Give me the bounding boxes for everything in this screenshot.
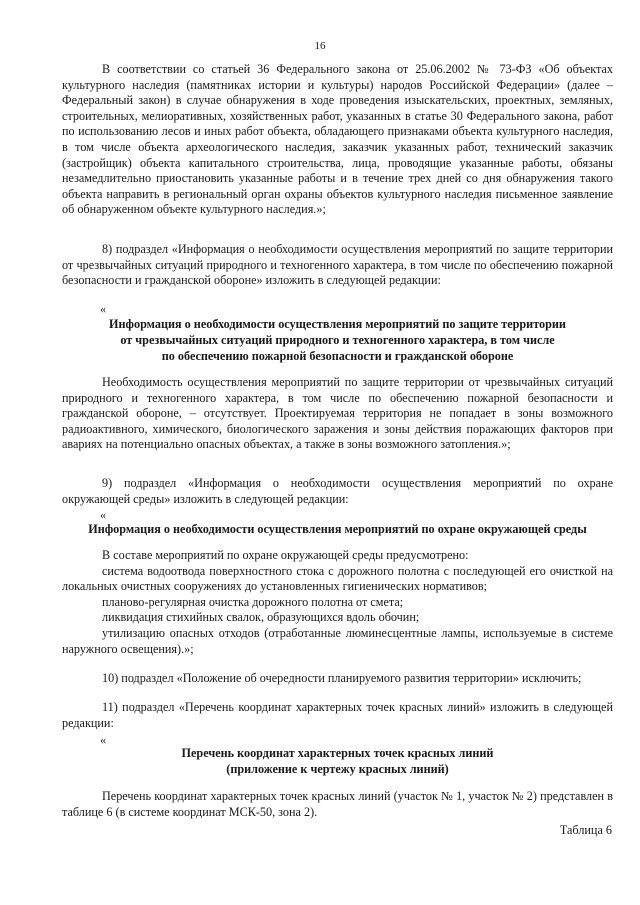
opening-quote: « <box>100 733 107 747</box>
paragraph-cultural-heritage: В соответствии со статьей 36 Федерального закона от 25.06.2002 № 73-ФЗ «Об объектах культурного наследия (памятниках истории и культуры) народов Российской Федерации» (далее – Федеральный закон) в случае обнаружения в ходе проведения изыскательских, проектных, земляных, строительных, мелиоративных, хозяйственных работ, указанных в статье 30 Федерального закона, работ по использованию лесов и иных работ объекта, обладающего признаками объекта культурного наследия, в том числе объекта археологического наследия, заказчик указанных работ, технический заказчик (застройщик) объекта капитального строительства, лица, проводящие указанные работы, обязаны незамедлительно приостановить указанные работы и в течение трех дней со дня обнаружения такого объекта направить в региональный орган охраны объектов культурного наследия письменное заявление об обнаруженном объекте культурного наследия.»; <box>62 62 613 217</box>
heading-line: Перечень координат характерных точек красных линий <box>181 746 494 760</box>
paragraph-item-9: 9) подраздел «Информация о необходимости осуществления мероприятий по охране окружающей среды» изложить в следующей редакции: <box>62 476 613 506</box>
heading-line: от чрезвычайных ситуаций природного и техногенного характера, в том числе <box>120 332 555 347</box>
list-item: утилизацию опасных отходов (отработанные люминесцентные лампы, используемые в системе наружного освещения).»; <box>62 625 613 656</box>
paragraph-item-11: 11) подраздел «Перечень координат характерных точек красных линий» изложить в следующей редакции: <box>62 700 613 730</box>
paragraph-coordinates: Перечень координат характерных точек красных линий (участок № 1, участок № 2) представлен в таблице 6 (в системе координат МСК-50, зона 2). <box>62 789 613 819</box>
heading-line: Информация о необходимости осуществления мероприятий по защите территории <box>109 317 566 331</box>
table-caption: Таблица 6 <box>559 823 612 837</box>
list-item: В составе мероприятий по охране окружающей среды предусмотрено: <box>102 548 469 562</box>
opening-quote: « <box>100 302 107 316</box>
paragraph-item-8: 8) подраздел «Информация о необходимости осуществления мероприятий по защите территории от чрезвычайных ситуаций природного и техногенного характера, в том числе по обеспечению пожарной безопасности и гражданской обороне» изложить в следующей редакции: <box>62 242 613 288</box>
list-item: планово-регулярная очистка дорожного полотна от смета; <box>102 594 404 609</box>
heading-emergency-protection <box>62 317 613 364</box>
paragraph-item-10: 10) подраздел «Положение об очередности планируемого развития территории» исключить; <box>102 671 582 685</box>
list-item: ликвидация стихийных свалок, образующихся вдоль обочин; <box>102 610 420 625</box>
heading-red-lines <box>62 746 613 778</box>
paragraph-emergency-text: Необходимость осуществления мероприятий по защите территории от чрезвычайных ситуаций природного и техногенного характера, в том числе по обеспечению пожарной безопасности и гражданской обороне, – отсутствует. Проектируемая территория не попадает в зоны возможного радиоактивного, химического, биологического заражения и зоны действия поражающих факторов при авариях на потенциально опасных объектах, а также в зоны возможного затопления.»; <box>62 375 613 452</box>
opening-quote: « <box>100 508 107 522</box>
heading-line: по обеспечению пожарной безопасности и гражданской обороне <box>161 348 514 363</box>
page-number: 16 <box>314 40 326 52</box>
heading-line: (приложение к чертежу красных линий) <box>226 761 449 776</box>
environment-measures-list <box>62 548 613 657</box>
heading-environment: Информация о необходимости осуществления мероприятий по охране окружающей среды <box>88 522 587 536</box>
list-item: система водоотвода поверхностного стока с дорожного полотна с последующей его очисткой на локальных очистных сооружениях до установленных гигиенических нормативов; <box>62 563 613 594</box>
